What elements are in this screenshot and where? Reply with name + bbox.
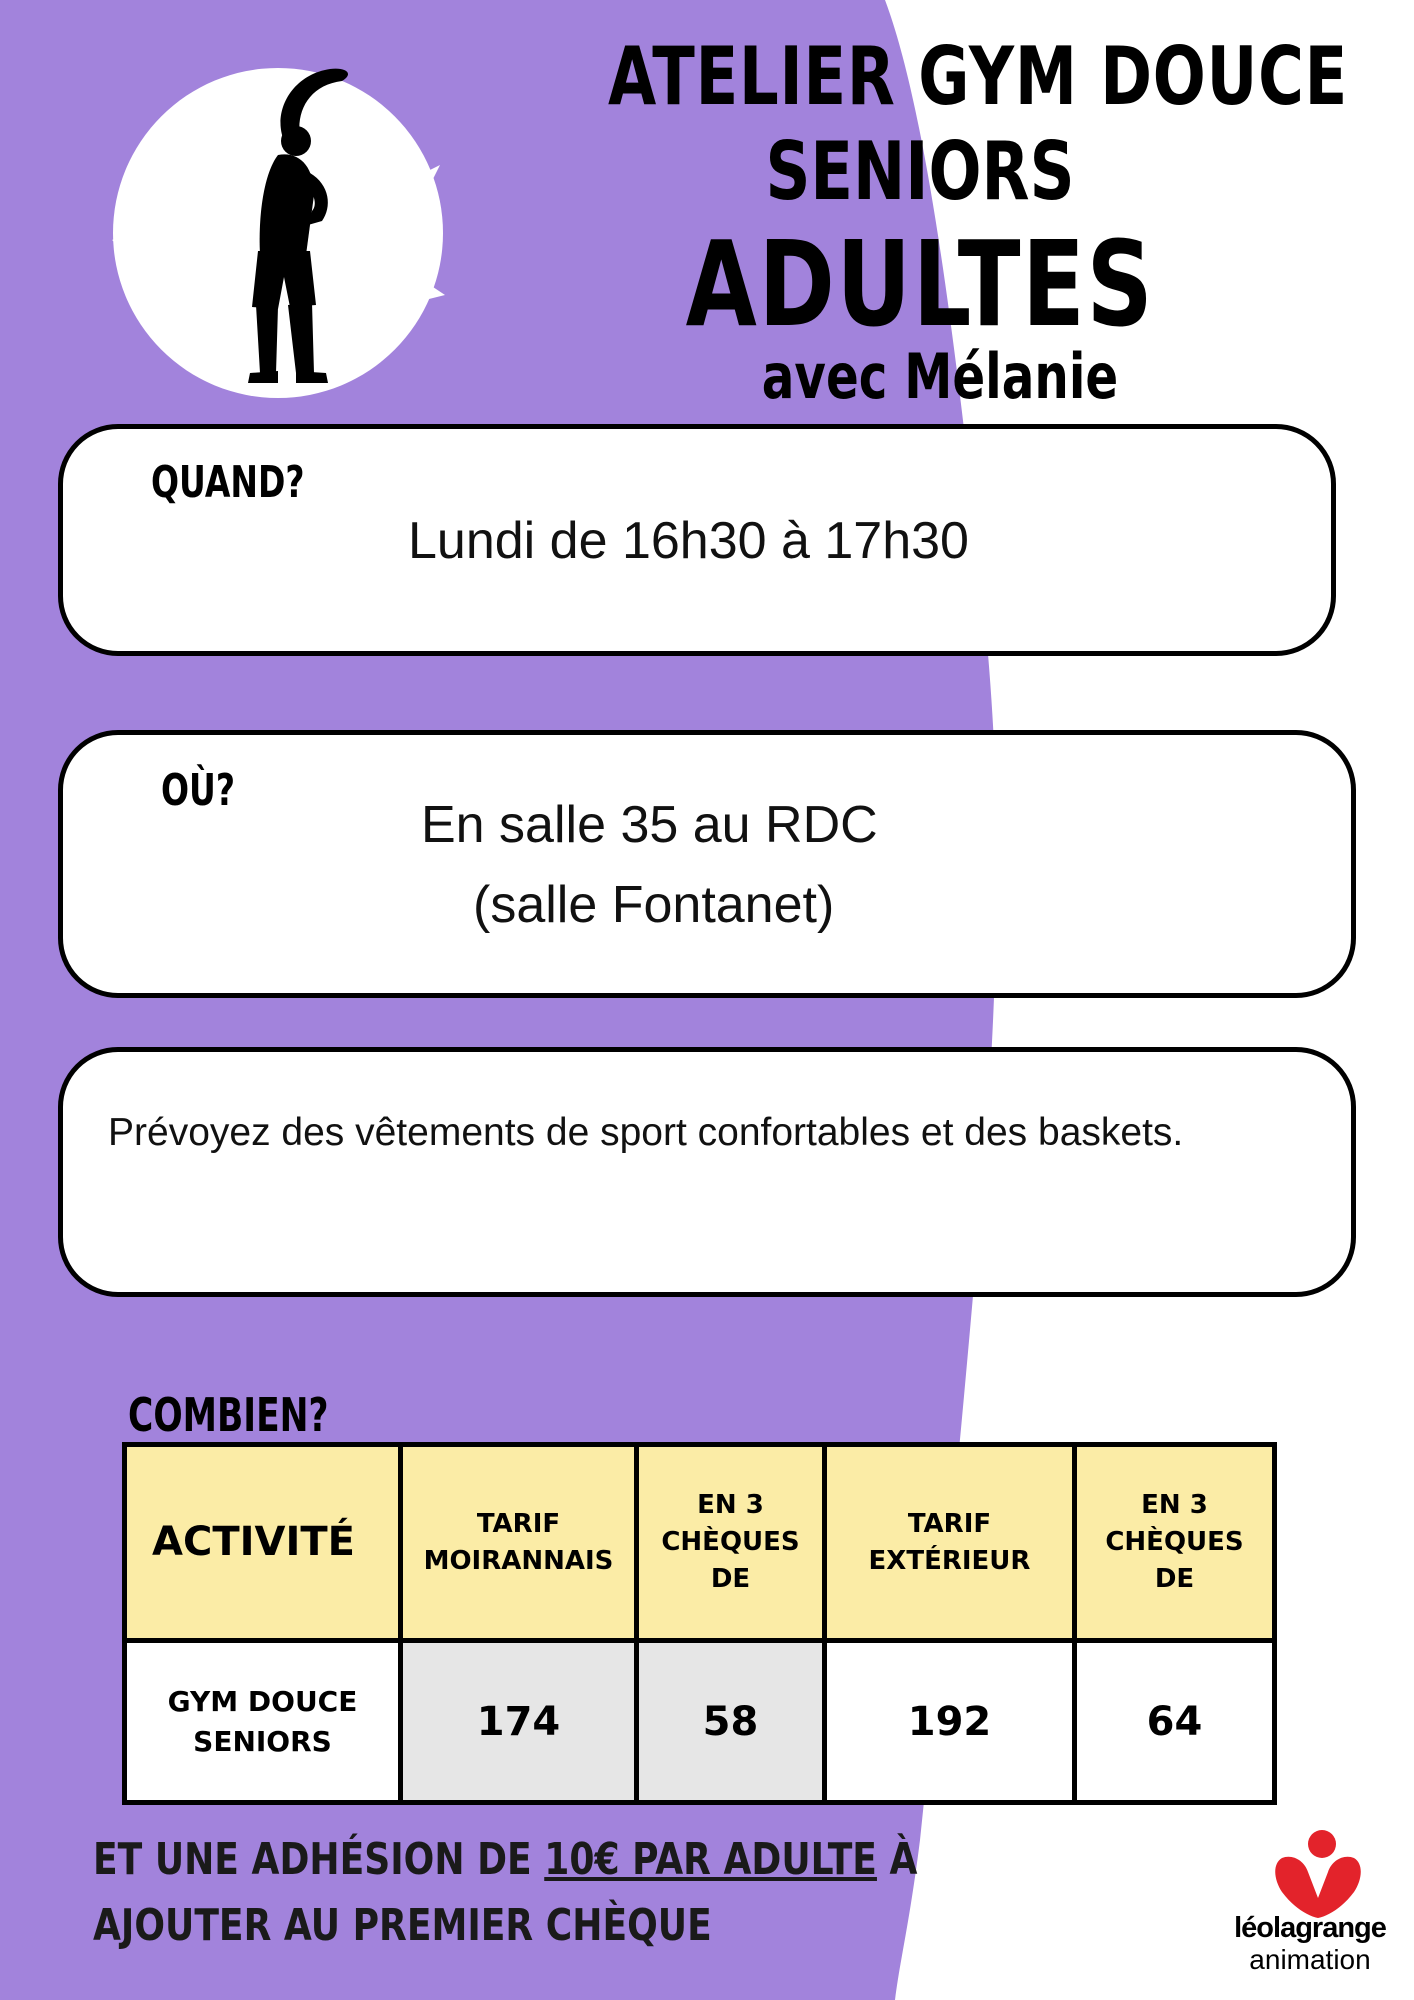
membership-text-after: À AJOUTER AU PREMIER CHÈQUE <box>93 1834 918 1951</box>
where-card <box>58 730 1356 998</box>
when-value: Lundi de 16h30 à 17h30 <box>408 512 969 570</box>
membership-amount: 10€ PAR ADULTE <box>544 1834 877 1885</box>
where-value-line1: En salle 35 au RDC <box>421 796 878 854</box>
note-card <box>58 1047 1356 1297</box>
brand-name: léolagrange <box>1234 1912 1386 1944</box>
note-text: Prévoyez des vêtements de sport confortables et des baskets. <box>108 1111 1184 1154</box>
table-row <box>125 1641 1275 1803</box>
when-card <box>58 424 1336 656</box>
header-tarif-moirannais: TARIF MOIRANNAIS <box>401 1445 637 1641</box>
table-header-row <box>125 1445 1275 1641</box>
cell-activity: GYM DOUCE SENIORS <box>125 1641 401 1803</box>
pricing-table <box>122 1442 1277 1805</box>
title-line-1: ATELIER GYM DOUCE <box>608 30 1349 123</box>
when-label: QUAND? <box>151 457 305 508</box>
header-activity: ACTIVITÉ <box>125 1445 401 1641</box>
cell-tarif-exterieur: 192 <box>825 1641 1075 1803</box>
pricing-label: COMBIEN? <box>128 1388 329 1442</box>
where-label: OÙ? <box>161 765 235 816</box>
cell-cheques-2: 64 <box>1075 1641 1275 1803</box>
subtitle-instructor: avec Mélanie <box>761 340 1119 413</box>
cell-tarif-moirannais: 174 <box>401 1641 637 1803</box>
membership-note <box>93 1827 954 1959</box>
title-line-2: SENIORS <box>765 125 1075 218</box>
cell-cheques-1: 58 <box>637 1641 825 1803</box>
brand-subtitle: animation <box>1249 1944 1371 1975</box>
membership-text-before: ET UNE ADHÉSION DE <box>93 1834 545 1885</box>
header-tarif-exterieur: TARIF EXTÉRIEUR <box>825 1445 1075 1641</box>
header-cheques-1: EN 3 CHÈQUES DE <box>637 1445 825 1641</box>
title-adultes: ADULTES <box>685 215 1155 353</box>
where-value-line2: (salle Fontanet) <box>473 876 835 934</box>
header-cheques-2: EN 3 CHÈQUES DE <box>1075 1445 1275 1641</box>
stretching-person-icon <box>100 55 455 400</box>
